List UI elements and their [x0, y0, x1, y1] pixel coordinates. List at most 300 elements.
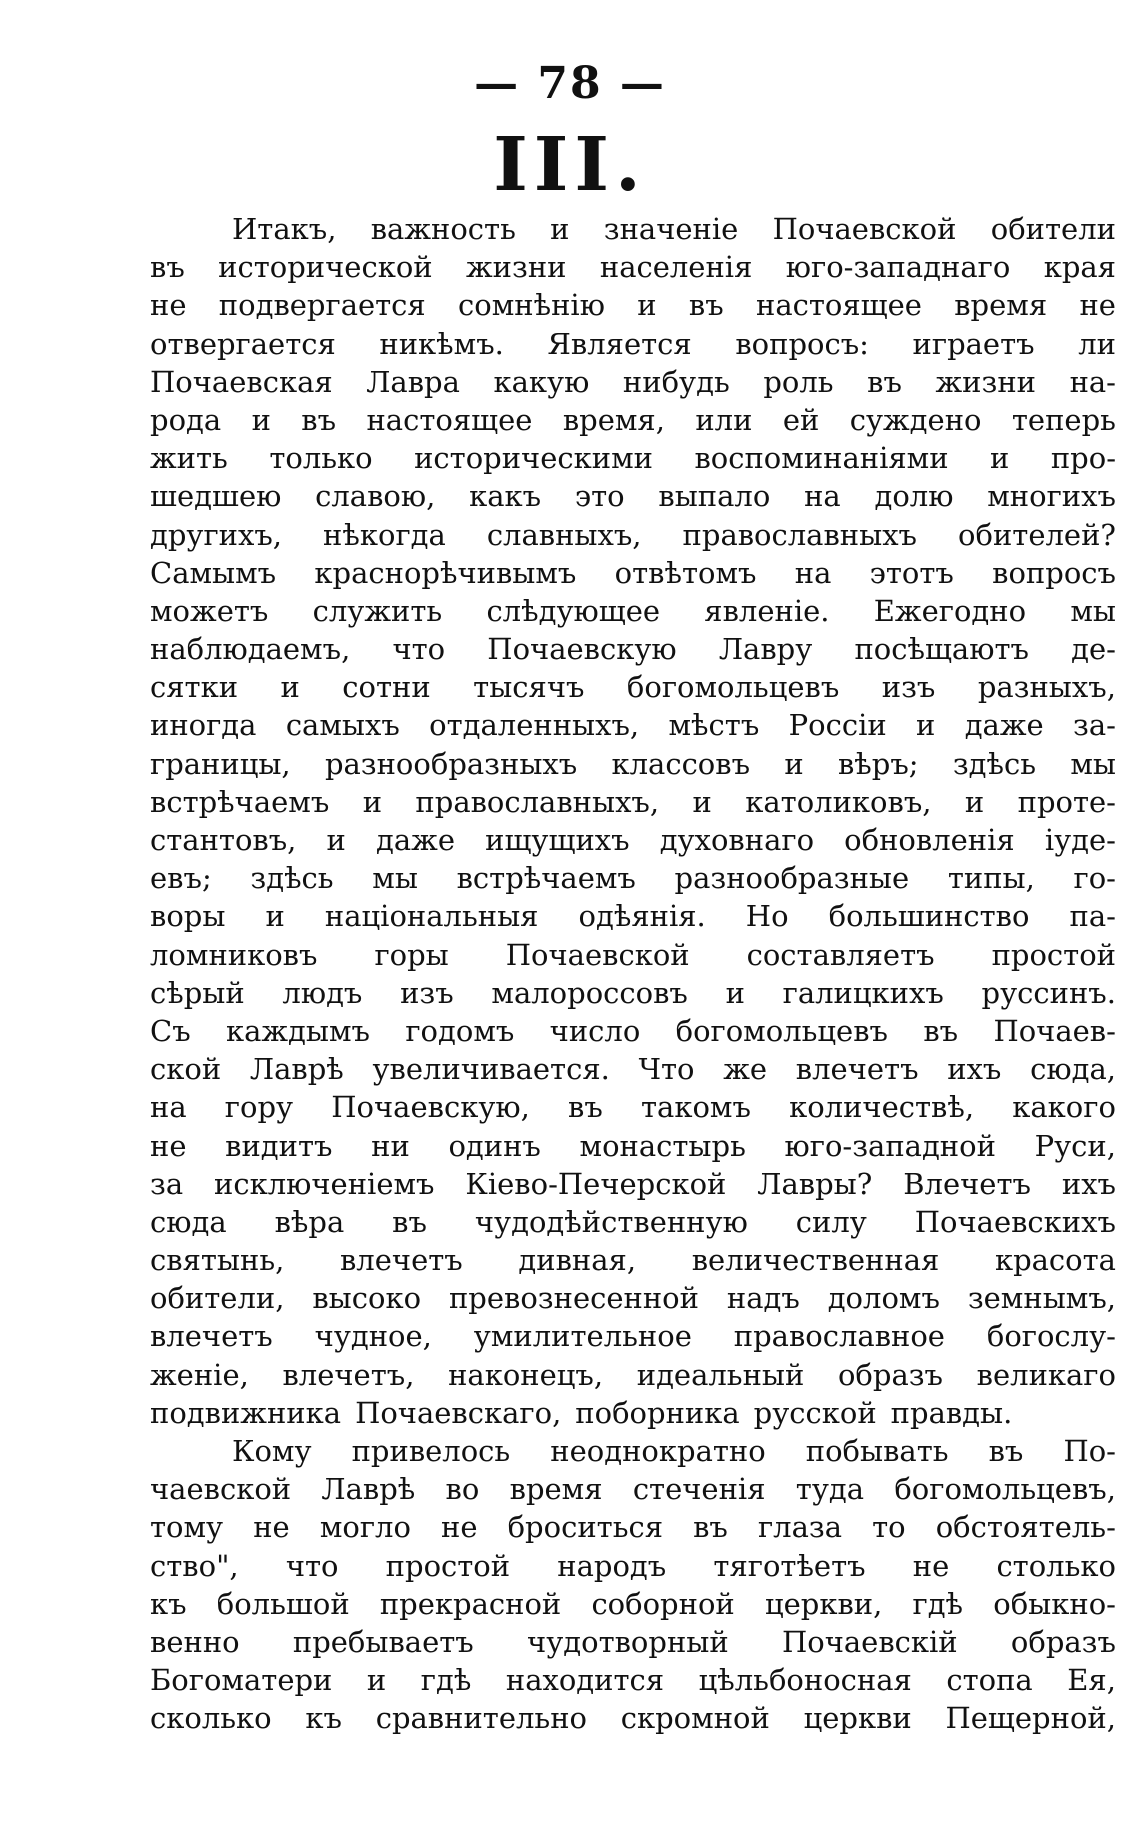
- word: классовъ: [611, 746, 751, 781]
- word: Руси,: [1034, 1128, 1116, 1163]
- word: же: [723, 1052, 768, 1087]
- word: руссинъ.: [981, 975, 1116, 1010]
- word: гдѣ: [912, 1586, 964, 1621]
- word: ской: [150, 1052, 222, 1087]
- text-line: [150, 821, 1116, 859]
- word: воры: [150, 899, 226, 934]
- word: играетъ: [912, 326, 1035, 361]
- word: соборной: [591, 1586, 735, 1621]
- word: Россіи: [788, 708, 887, 743]
- word: галицкихъ: [782, 975, 944, 1010]
- text-line: [150, 210, 1116, 248]
- word: святынь,: [150, 1243, 285, 1278]
- word: сомнѣнію: [458, 288, 605, 323]
- word: броситься: [507, 1510, 664, 1545]
- word: что: [285, 1548, 339, 1583]
- text-line: [150, 363, 1116, 401]
- word: Но: [745, 899, 789, 934]
- word: Итакъ,: [232, 212, 337, 246]
- word: роль: [763, 364, 834, 399]
- word: на-: [1069, 364, 1116, 399]
- word: чаевской: [150, 1472, 292, 1507]
- word: вѣръ;: [837, 746, 919, 781]
- word: образъ: [1010, 1624, 1116, 1659]
- word: изъ: [400, 975, 454, 1010]
- word: умилительное: [473, 1319, 692, 1354]
- word: рода: [150, 402, 222, 437]
- word: тому: [150, 1510, 224, 1545]
- word: настоящее: [755, 288, 922, 323]
- word: въ: [867, 364, 902, 399]
- word: Лавру: [718, 632, 813, 667]
- text-line: [150, 1279, 1116, 1317]
- text-line: [150, 668, 1116, 706]
- text-line: [150, 745, 1116, 783]
- word: и: [550, 212, 570, 246]
- word: никѣмъ.: [379, 326, 504, 361]
- word: во: [445, 1472, 480, 1507]
- word: католиковъ,: [745, 784, 932, 819]
- word: мы: [1070, 746, 1116, 781]
- word: какую: [493, 364, 590, 399]
- word: время: [954, 288, 1048, 323]
- word: величественная: [691, 1243, 940, 1278]
- word: Ежегодно: [873, 593, 1027, 628]
- word: можетъ: [150, 593, 269, 628]
- word: не: [912, 1548, 950, 1583]
- word: отвѣтомъ: [614, 555, 757, 590]
- text-line: [150, 516, 1116, 554]
- word: ей: [782, 402, 820, 437]
- text-line: [150, 1432, 1116, 1470]
- text-line: [150, 1012, 1116, 1050]
- word: обыкно-: [993, 1586, 1116, 1621]
- word: Самымъ: [150, 555, 277, 590]
- word: богомольцевъ,: [894, 1472, 1116, 1507]
- word: разнообразные: [674, 861, 910, 896]
- word: не: [253, 1510, 290, 1545]
- word: влечетъ: [795, 1052, 919, 1087]
- word: высоко: [312, 1281, 422, 1316]
- word: вѣра: [274, 1204, 345, 1239]
- word: и: [784, 746, 804, 781]
- word: въ: [150, 250, 185, 285]
- word: прекрасной: [379, 1586, 562, 1621]
- word: наблюдаемъ,: [150, 632, 351, 667]
- word: обители: [990, 212, 1116, 246]
- word: сюда,: [1030, 1052, 1116, 1087]
- word: и: [265, 899, 285, 934]
- word: горы: [374, 937, 449, 972]
- word: только: [269, 441, 373, 476]
- word: сятки: [150, 670, 239, 705]
- text-line: [150, 1699, 1116, 1737]
- word: влечетъ: [150, 1319, 273, 1354]
- word: Съ: [150, 1013, 191, 1048]
- word: составляетъ: [746, 937, 935, 972]
- word: на: [804, 479, 841, 514]
- word: доломъ: [827, 1281, 940, 1316]
- word: многихъ: [987, 479, 1116, 514]
- word: теперь: [1011, 402, 1116, 437]
- word: привелось: [351, 1434, 511, 1468]
- word: юго-западнаго: [785, 250, 1011, 285]
- word: значеніе: [603, 212, 739, 246]
- word: евъ;: [150, 861, 212, 896]
- word: надъ: [726, 1281, 800, 1316]
- word: церкви,: [764, 1586, 883, 1621]
- word: ихъ: [947, 1052, 1002, 1087]
- word: и: [725, 975, 745, 1010]
- word: не: [1079, 288, 1116, 323]
- word: мѣстъ: [668, 708, 760, 743]
- word: въ: [392, 1204, 427, 1239]
- word: нѣкогда: [323, 517, 446, 552]
- word: долю: [874, 479, 954, 514]
- word: туда: [795, 1472, 865, 1507]
- word: явленіе.: [704, 593, 830, 628]
- word: встрѣчаемъ: [150, 784, 330, 819]
- word: глаза: [757, 1510, 842, 1545]
- text-line: [150, 783, 1116, 821]
- word: время: [509, 1472, 603, 1507]
- word: ломниковъ: [150, 937, 318, 972]
- text-line: [150, 325, 1116, 363]
- word: Почаевской: [505, 937, 690, 972]
- word: здѣсь: [250, 861, 334, 896]
- word: увеличивается.: [372, 1052, 610, 1087]
- word: и: [280, 670, 300, 705]
- text-line: [150, 1547, 1116, 1585]
- word: Почаевскій: [781, 1624, 958, 1659]
- word: число: [549, 1013, 641, 1048]
- word: не: [150, 1128, 187, 1163]
- word: исторической: [218, 250, 433, 285]
- word: тяготѣетъ: [713, 1548, 866, 1583]
- word: обстоятель-: [935, 1510, 1116, 1545]
- word: здѣсь: [952, 746, 1037, 781]
- word: края: [1043, 250, 1116, 285]
- word: Почаевской: [772, 212, 957, 246]
- word: По-: [1063, 1434, 1116, 1468]
- word: Что: [638, 1052, 695, 1087]
- word: скромной: [620, 1701, 770, 1736]
- text-line: [150, 248, 1116, 286]
- word: Лаврѣ: [321, 1472, 416, 1507]
- word: Лавры?: [757, 1166, 873, 1201]
- word: то: [872, 1510, 906, 1545]
- word: историческими: [414, 441, 653, 476]
- text-line: [150, 1585, 1116, 1623]
- text-line: [150, 936, 1116, 974]
- text-line: [150, 554, 1116, 592]
- word: Влечетъ: [903, 1166, 1031, 1201]
- word: жить: [150, 441, 228, 476]
- word: къ: [305, 1701, 342, 1736]
- word: какъ: [469, 479, 542, 514]
- word: такомъ: [640, 1090, 751, 1125]
- word: въ: [923, 1013, 959, 1048]
- word: и: [362, 784, 383, 819]
- word: славныхъ,: [486, 517, 642, 552]
- word: чудотворный: [527, 1624, 729, 1659]
- word: чудное,: [314, 1319, 432, 1354]
- word: красота: [994, 1243, 1116, 1278]
- text-line: [150, 1127, 1116, 1165]
- word: настоящее: [366, 402, 533, 437]
- text-line: [150, 974, 1116, 1012]
- word: православное: [733, 1319, 945, 1354]
- word: національныя: [324, 899, 539, 934]
- word: въ: [988, 1434, 1024, 1468]
- word: православныхъ: [682, 517, 918, 552]
- text-line: [150, 286, 1116, 324]
- word: силу: [795, 1204, 867, 1239]
- word: большинство: [828, 899, 1030, 934]
- word: богослу-: [986, 1319, 1116, 1354]
- text-line: [150, 401, 1116, 439]
- word: отдаленныхъ,: [429, 708, 640, 743]
- word: суждено: [849, 402, 982, 437]
- body-text: [150, 210, 1116, 1738]
- word: вопросъ: [992, 555, 1116, 590]
- word: идеальный: [636, 1357, 805, 1392]
- word: въ: [693, 1510, 728, 1545]
- word: слѣдующее: [486, 593, 661, 628]
- word: обновленія: [844, 823, 1015, 857]
- word: могло: [319, 1510, 411, 1545]
- word: православныхъ,: [415, 784, 660, 819]
- word: или: [695, 402, 753, 437]
- word: го-: [1073, 861, 1116, 896]
- text-line: [150, 477, 1116, 515]
- word: и: [251, 402, 271, 437]
- word: сюда: [150, 1204, 227, 1239]
- word: людъ: [282, 975, 363, 1010]
- word: стопа: [946, 1663, 1033, 1698]
- word: изъ: [881, 670, 936, 705]
- word: русской: [753, 1395, 877, 1430]
- word: Почаев-: [993, 1013, 1116, 1048]
- word: исключеніемъ: [214, 1166, 435, 1201]
- word: что: [392, 632, 446, 667]
- word: Почаевскую: [487, 632, 677, 667]
- text-line: [150, 1050, 1116, 1088]
- word: и: [964, 784, 985, 819]
- word: годомъ: [405, 1013, 515, 1048]
- word: и: [366, 1663, 387, 1698]
- word: правды.: [890, 1395, 1013, 1430]
- word: Лавра: [366, 364, 460, 399]
- word: про-: [1050, 441, 1116, 476]
- word: какого: [1012, 1090, 1116, 1125]
- word: венно: [150, 1624, 240, 1659]
- word: славою,: [315, 479, 436, 514]
- word: важность: [370, 212, 516, 246]
- word: въ: [688, 288, 724, 323]
- word: въ: [568, 1090, 603, 1125]
- text-line: [150, 1394, 1116, 1432]
- word: ищущихъ: [485, 823, 630, 857]
- word: населенія: [599, 250, 753, 285]
- word: Является: [547, 326, 692, 361]
- page-number: — 78 —: [474, 58, 666, 109]
- word: столько: [996, 1548, 1116, 1583]
- word: сѣрый: [150, 975, 245, 1010]
- word: иногда: [150, 708, 257, 743]
- word: образъ: [837, 1357, 944, 1392]
- word: и: [916, 708, 936, 743]
- text-line: [150, 439, 1116, 477]
- word: обители,: [150, 1281, 285, 1316]
- word: это: [574, 479, 625, 514]
- word: выпало: [658, 479, 771, 514]
- word: не: [150, 288, 187, 323]
- word: гору: [224, 1090, 294, 1125]
- chapter-heading: III.: [493, 122, 647, 208]
- word: мы: [1070, 593, 1116, 628]
- word: народъ: [557, 1548, 667, 1583]
- word: даже: [964, 708, 1044, 743]
- word: гдѣ: [420, 1663, 472, 1698]
- word: церкви: [803, 1701, 912, 1736]
- word: па-: [1069, 899, 1116, 934]
- text-line: [150, 1356, 1116, 1394]
- text-line: [150, 1203, 1116, 1241]
- word: богомольцевъ: [675, 1013, 888, 1048]
- word: Богоматери: [150, 1663, 333, 1698]
- word: жизни: [466, 250, 567, 285]
- text-line: [150, 1165, 1116, 1203]
- word: тысячъ: [473, 670, 585, 705]
- text-line: [150, 1317, 1116, 1355]
- word: разныхъ,: [977, 670, 1116, 705]
- word: краснорѣчивымъ: [314, 555, 577, 590]
- word: ни: [371, 1128, 410, 1163]
- word: нибудь: [622, 364, 730, 399]
- word: неоднократно: [550, 1434, 766, 1468]
- text-line: [150, 1623, 1116, 1661]
- word: обителей?: [958, 517, 1116, 552]
- word: встрѣчаемъ: [456, 861, 636, 896]
- word: малороссовъ: [491, 975, 688, 1010]
- text-line: [150, 1508, 1116, 1546]
- word: видитъ: [225, 1128, 333, 1163]
- word: женіе,: [150, 1357, 249, 1392]
- word: де-: [1071, 632, 1116, 667]
- word: количествѣ,: [789, 1090, 975, 1125]
- word: ство",: [150, 1548, 239, 1583]
- word: къ: [150, 1586, 187, 1621]
- word: воспоминаніями: [694, 441, 949, 476]
- word: границы,: [150, 746, 291, 781]
- word: и: [692, 784, 712, 819]
- word: за: [150, 1166, 184, 1201]
- word: Почаевскаго,: [355, 1395, 562, 1430]
- word: простой: [385, 1548, 511, 1583]
- word: одѣянія.: [578, 899, 706, 934]
- word: этотъ: [869, 555, 954, 590]
- word: типы,: [947, 861, 1035, 896]
- word: монастырь: [579, 1128, 746, 1163]
- word: каждымъ: [225, 1013, 371, 1048]
- word: за-: [1073, 708, 1116, 743]
- text-line: [150, 630, 1116, 668]
- word: находится: [505, 1663, 665, 1698]
- word: Лаврѣ: [249, 1052, 344, 1087]
- word: влечетъ: [339, 1243, 463, 1278]
- word: отвергается: [150, 326, 336, 361]
- word: влечетъ,: [282, 1357, 415, 1392]
- word: служить: [312, 593, 443, 628]
- word: побывать: [805, 1434, 949, 1468]
- word: шедшею: [150, 479, 282, 514]
- word: въ: [301, 402, 337, 437]
- word: на: [150, 1090, 187, 1125]
- word: Почаевскую,: [331, 1090, 530, 1125]
- word: чудодѣйственную: [474, 1204, 748, 1239]
- word: духовнаго: [659, 823, 815, 857]
- word: проте-: [1017, 784, 1116, 819]
- word: наконецъ,: [448, 1357, 604, 1392]
- word: другихъ,: [150, 517, 283, 552]
- word: одинъ: [448, 1128, 541, 1163]
- word: и: [990, 441, 1010, 476]
- word: даже: [376, 823, 455, 857]
- word: сравнительно: [375, 1701, 587, 1736]
- word: Пещерной,: [945, 1701, 1116, 1736]
- word: стантовъ,: [150, 823, 297, 857]
- word: подвижника: [150, 1395, 342, 1430]
- text-line: [150, 1661, 1116, 1699]
- text-line: [150, 592, 1116, 630]
- word: Почаевскихъ: [914, 1204, 1116, 1239]
- text-line: [150, 706, 1116, 744]
- word: богомольцевъ: [626, 670, 840, 705]
- word: сколько: [150, 1701, 272, 1736]
- text-line: [150, 859, 1116, 897]
- word: самыхъ: [285, 708, 400, 743]
- word: стеченія: [632, 1472, 766, 1507]
- word: пребываетъ: [292, 1624, 474, 1659]
- word: земнымъ,: [967, 1281, 1116, 1316]
- word: простой: [991, 937, 1116, 972]
- word: дивная,: [518, 1243, 637, 1278]
- word: и: [326, 823, 346, 857]
- word: на: [794, 555, 832, 590]
- word: Кіево-Печерской: [465, 1166, 727, 1201]
- word: большой: [216, 1586, 350, 1621]
- word: іуде-: [1044, 823, 1116, 857]
- word: превознесенной: [448, 1281, 699, 1316]
- word: и: [637, 288, 657, 323]
- word: поборника: [575, 1395, 740, 1430]
- word: вопросъ:: [735, 326, 869, 361]
- word: мы: [372, 861, 418, 896]
- word: подвергается: [218, 288, 426, 323]
- word: ли: [1078, 326, 1116, 361]
- word: разнообразныхъ: [324, 746, 578, 781]
- word: ихъ: [1061, 1166, 1116, 1201]
- word: посѣщаютъ: [854, 632, 1029, 667]
- word: сотни: [342, 670, 431, 705]
- word: Ея,: [1067, 1663, 1116, 1698]
- word: время,: [562, 402, 665, 437]
- text-line: [150, 1241, 1116, 1279]
- text-line: [150, 1470, 1116, 1508]
- word: юго-западной: [784, 1128, 996, 1163]
- text-line: [150, 1088, 1116, 1126]
